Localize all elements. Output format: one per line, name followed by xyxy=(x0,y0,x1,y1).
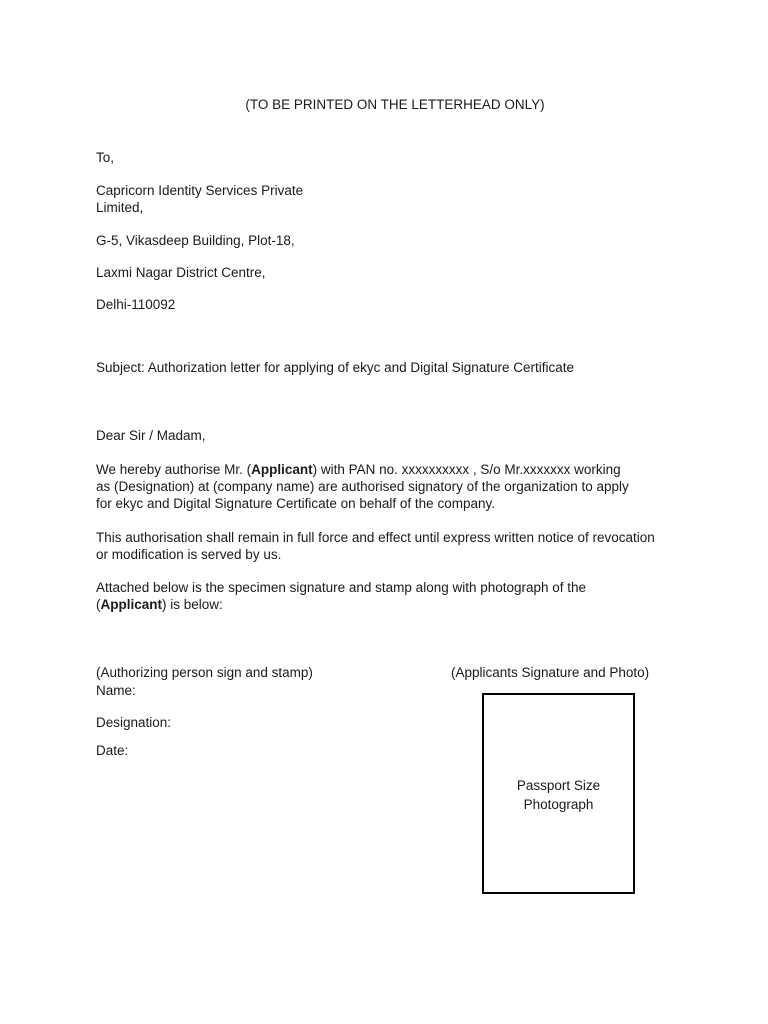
authorisation-paragraph xyxy=(96,461,686,512)
address-street: G-5, Vikasdeep Building, Plot-18, xyxy=(96,233,295,248)
company-name xyxy=(96,182,686,216)
applicant-emphasis: Applicant xyxy=(251,462,313,477)
letterhead-instruction: (TO BE PRINTED ON THE LETTERHEAD ONLY) xyxy=(245,97,545,112)
authorisation-line1: We hereby authorise Mr. (Applicant) with PAN no. xxxxxxxxxx , S/o Mr.xxxxxxx working xyxy=(96,462,621,477)
photo-label-line1: Passport Size xyxy=(516,778,601,793)
specimen-paragraph xyxy=(96,579,686,613)
salutation: Dear Sir / Madam, xyxy=(96,428,206,443)
address-to: To, xyxy=(96,150,115,165)
authorisation-line2: as (Designation) at (company name) are authorised signatory of the organization to apply xyxy=(96,479,629,494)
specimen-line1: Attached below is the specimen signature and stamp along with photograph of the xyxy=(96,580,587,595)
company-name-line2: Limited, xyxy=(96,200,144,215)
applicant-emphasis: Applicant xyxy=(100,597,163,612)
validity-paragraph xyxy=(96,529,686,563)
designation-label: Designation: xyxy=(96,715,172,730)
validity-line2: or modification is served by us. xyxy=(96,547,282,562)
specimen-line2: (Applicant) is below: xyxy=(96,597,223,612)
name-label: Name: xyxy=(96,683,136,698)
applicant-signature-label: (Applicants Signature and Photo) xyxy=(451,665,650,680)
letter-subject: Subject: Authorization letter for applying of ekyc and Digital Signature Certificate xyxy=(96,360,575,375)
address-area: Laxmi Nagar District Centre, xyxy=(96,265,266,280)
address-city: Delhi-110092 xyxy=(96,297,176,312)
date-label: Date: xyxy=(96,743,129,758)
passport-photo-box xyxy=(482,693,635,894)
authorisation-line3: for ekyc and Digital Signature Certificate on behalf of the company. xyxy=(96,496,495,511)
company-name-line1: Capricorn Identity Services Private xyxy=(96,183,304,198)
photo-label-line2: Photograph xyxy=(523,797,594,812)
photo-placeholder-text xyxy=(484,776,633,814)
authorizing-person-label: (Authorizing person sign and stamp) xyxy=(96,665,313,680)
validity-line1: This authorisation shall remain in full force and effect until express written notice of revocation xyxy=(96,530,655,545)
